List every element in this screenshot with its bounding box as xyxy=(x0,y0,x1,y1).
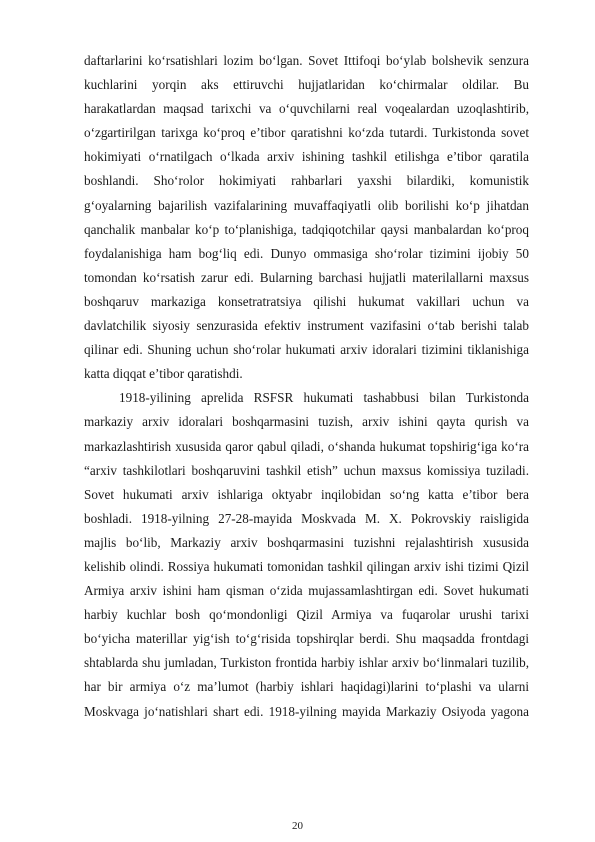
text-line: Armiya arxiv ishini ham qisman o‘zida mujassamlashtirgan edi. Sovet hukumati xyxy=(84,583,529,599)
text-line: boshqaruv markaziga konsetratratsiya qilishi hukumat vakillari uchun va xyxy=(84,293,529,309)
text-line: o‘zgartirilgan tarixga ko‘proq e’tibor qaratishni ko‘zda tutardi. Turkistonda sovet xyxy=(84,125,529,141)
text-line: har bir armiya o‘z ma’lumot (harbiy ishlari haqidagi)larini to‘plashi va ularni xyxy=(84,679,529,695)
text-line: g‘oyalarning bajarilish vazifalarining muvaffaqiyatli olib borilishi ko‘p jihatdan xyxy=(84,197,529,213)
text-line: markaziy arxiv idoralari boshqarmasini tuzish, arxiv ishini qayta qurish va xyxy=(84,414,529,430)
text-line: majlis bo‘lib, Markaziy arxiv boshqarmasini tuzishni rejalashtirish xususida xyxy=(84,534,529,550)
text-line: harbiy kuchlar bosh qo‘mondonligi Qizil Armiya va fuqarolar urushi tarixi xyxy=(84,607,529,623)
text-line: bo‘yicha materillar yig‘ish to‘g‘risida topshirqlar berdi. Shu maqsadda frontdagi xyxy=(84,631,529,647)
text-line: davlatchilik siyosiy senzurasida efektiv instrument vazifasini o‘tab berishi talab xyxy=(84,318,529,334)
text-line: kuchlarini yorqin aks ettiruvchi hujjatlaridan ko‘chirmalar oldilar. Bu xyxy=(84,77,529,93)
text-line: boshladi. 1918-yilning 27-28-mayida Moskvada M. X. Pokrovskiy raisligida xyxy=(84,510,529,526)
document-page xyxy=(84,49,529,724)
text-line: harakatlardan maqsad tarixchi va o‘quvchilarni real voqealardan uzoqlashtirib, xyxy=(84,101,529,117)
text-line: qanchalik manbalar ko‘p to‘planishiga, tadqiqotchilar qaysi manbalardan ko‘proq xyxy=(84,221,529,237)
text-line: boshlandi. Sho‘rolor hokimiyati rahbarlari yaxshi bilardiki, komunistik xyxy=(84,173,529,189)
text-line: hokimiyati o‘rnatilgach o‘lkada arxiv ishining tashkil etilishga e’tibor qaratila xyxy=(84,149,529,165)
text-line: tomondan ko‘rsatish zarur edi. Bularning barchasi hujjatli materilallarni maxsus xyxy=(84,269,529,285)
text-line: Sovet hukumati arxiv ishlariga oktyabr inqilobidan so‘ng katta e’tibor bera xyxy=(84,486,529,502)
text-line: markazlashtirish xususida qaror qabul qiladi, o‘shanda hukumat topshirig‘iga ko‘ra xyxy=(84,438,529,454)
text-line: shtablarda shu jumladan, Turkiston frontida harbiy ishlar arxiv bo‘linmalari tuzilib, xyxy=(84,655,529,671)
paragraph xyxy=(84,386,529,723)
text-line: katta diqqat e’tibor qaratishdi. xyxy=(84,366,243,382)
text-line: daftarlarini ko‘rsatishlari lozim bo‘lgan. Sovet Ittifoqi bo‘ylab bolshevik senzura xyxy=(84,53,529,68)
text-line: 1918-yilining aprelida RSFSR hukumati tashabbusi bilan Turkistonda xyxy=(119,390,529,406)
text-line: foydalanishiga ham bog‘liq edi. Dunyo ommasiga sho‘rolar tizimini ijobiy 50 xyxy=(84,245,529,261)
text-line: Moskvaga jo‘natishlari shart edi. 1918-yilning mayida Markaziy Osiyoda yagona xyxy=(84,703,529,719)
page-number: 20 xyxy=(292,820,303,832)
text-line: kelishib olindi. Rossiya hukumati tomonidan tashkil qilingan arxiv ishi tizimi Qizil xyxy=(84,558,529,574)
text-line: “arxiv tashkilotlari boshqaruvini tashkil etish” uchun maxsus komissiya tuziladi. xyxy=(84,462,529,478)
paragraph xyxy=(84,49,529,386)
text-line: qilinar edi. Shuning uchun sho‘rolar hukumati arxiv idoralari tizimini tiklanishiga xyxy=(84,342,529,358)
